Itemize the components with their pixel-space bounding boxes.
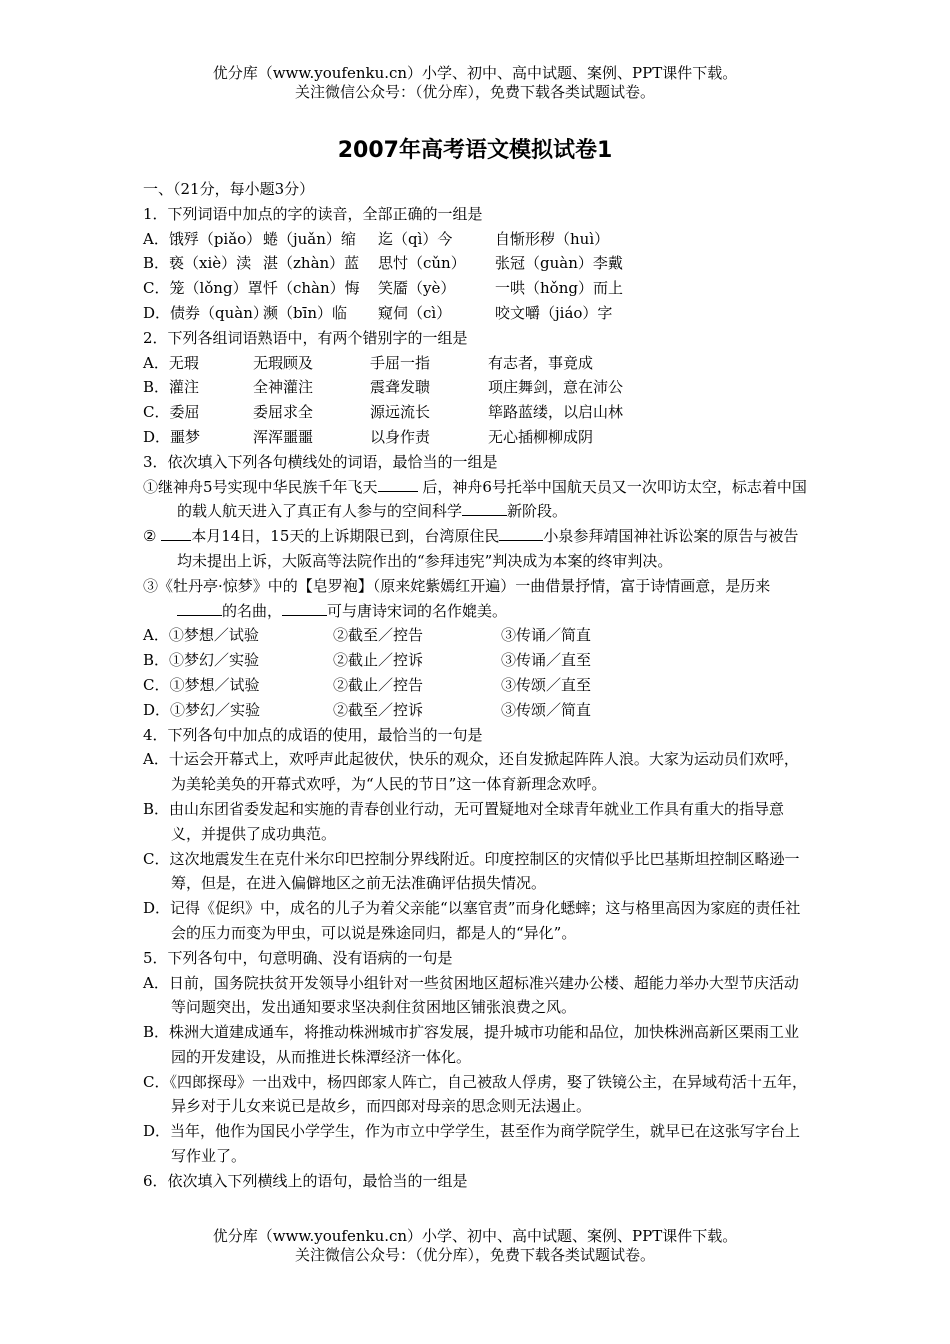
option-cell: 无心插柳柳成阴	[488, 427, 594, 446]
sentence-text: 后，神舟6号托举中国航天员又一次叩访太空，标志着中国的载人航天进入了真正有人参与的空间科学	[177, 477, 807, 521]
option-cell: 思忖（cǔn）	[378, 254, 466, 273]
blank-line	[161, 526, 191, 541]
option-cell: 浑浑噩噩	[253, 427, 314, 446]
sentence-text: ③《牡丹亭·惊梦》中的【皂罗袍】（原来姹紫嫣红开遍）一曲借景抒情，富于诗情画意，是历来	[143, 576, 771, 595]
option-cell: ②截至／控诉	[333, 700, 424, 719]
q3-sentence-1	[143, 475, 811, 525]
exam-body	[143, 177, 811, 1194]
blank-line	[282, 601, 327, 616]
option-cell: 湛（zhàn）蓝	[263, 254, 360, 273]
option-cell: A．无瑕	[143, 353, 199, 372]
option-cell: 无瑕顾及	[253, 353, 314, 372]
q3-option-c	[143, 673, 811, 698]
option-cell: ②截止／控诉	[333, 651, 424, 670]
q2-option-c	[143, 400, 811, 425]
q4-option-d: D．记得《促织》中，成名的儿子为着父亲能“以塞官责”而身化蟋蟀；这与格里高因为家庭的责任社会的压力而变为甲虫，可以说是殊途同归，都是人的“异化”。	[143, 899, 801, 942]
option-cell: 委屈求全	[253, 403, 314, 422]
option-cell: 项庄舞剑，意在沛公	[488, 378, 624, 397]
footer-line-1: 优分库（www.youfenku.cn）小学、初中、高中试题、案例、PPT课件下载。	[212, 1227, 738, 1245]
q5-option-a: A．日前，国务院扶贫开发领导小组针对一些贫困地区超标准兴建办公楼、超能力举办大型节庆活动等问题突出，发出通知要求坚决刹住贫困地区铺张浪费之风。	[143, 973, 799, 1017]
q2-option-b	[143, 375, 811, 400]
q1-option-a	[143, 227, 811, 252]
option-cell: 一哄（hǒng）而上	[495, 279, 623, 298]
option-cell: 震聋发聩	[370, 378, 431, 397]
option-cell: 自惭形秽（huì）	[495, 229, 610, 248]
q2-option-d	[143, 425, 811, 450]
option-cell: D．债券（quàn）	[143, 303, 268, 322]
q3-option-d	[143, 698, 811, 723]
option-cell: ③传颂／简直	[501, 700, 592, 719]
option-cell: 迄（qì）今	[378, 229, 453, 248]
option-cell: 筚路蓝缕，以启山林	[488, 403, 624, 422]
sentence-text: 本月14日，15天的上诉期限已到，台湾原住民	[191, 527, 500, 546]
blank-line	[177, 601, 222, 616]
option-cell: 有志者，事竟成	[488, 353, 594, 372]
q5-option-b: B．株洲大道建成通车，将推动株洲城市扩容发展，提升城市功能和品位，加快株洲高新区栗雨工业园的开发建设，从而推进长株潭经济一体化。	[143, 1023, 800, 1066]
sentence-text: 的名曲，	[222, 601, 283, 620]
option-cell: C．委屈	[143, 403, 200, 422]
option-cell: ②截至／控告	[333, 626, 424, 645]
option-cell: ③传诵／直至	[501, 651, 592, 670]
header-line-1: 优分库（www.youfenku.cn）小学、初中、高中试题、案例、PPT课件下载。	[212, 64, 738, 82]
option-cell: B．亵（xiè）渎	[143, 254, 252, 273]
question-5-stem: 5．下列各句中，句意明确、没有语病的一句是	[143, 948, 453, 967]
option-cell: ③传诵／简直	[501, 626, 592, 645]
q1-option-b	[143, 251, 811, 276]
header-line-2: 关注微信公众号：（优分库），免费下载各类试题试卷。	[294, 83, 655, 101]
option-cell: 濒（bīn）临	[263, 303, 348, 322]
option-cell: 笑靥（yè）	[378, 279, 456, 298]
q4-option-c: C．这次地震发生在克什米尔印巴控制分界线附近。印度控制区的灾情似乎比巴基斯坦控制区略逊一筹，但是，在进入偏僻地区之前无法准确评估损失情况。	[143, 849, 800, 893]
sentence-text: ①继神舟5号实现中华民族千年飞天	[143, 477, 378, 496]
option-cell: D．噩梦	[143, 427, 201, 446]
page-footer	[0, 1227, 950, 1265]
section-heading: 一、（21分，每小题3分）	[143, 180, 315, 198]
option-cell: 咬文嚼（jiáo）字	[495, 303, 613, 322]
option-cell: 源远流长	[370, 403, 431, 422]
blank-line	[378, 477, 418, 492]
sentence-text: 小泉参拜靖国神社诉讼案的原告与被告均未提出上诉，大阪高等法院作出的“参拜违宪”判决成为本案的终审判决。	[177, 527, 799, 570]
option-cell: A．饿殍（piǎo）	[143, 229, 262, 248]
q5-option-d: D．当年，他作为国民小学学生，作为市立中学学生，甚至作为商学院学生，就早已在这张写字台上写作业了。	[143, 1122, 801, 1166]
q3-option-b	[143, 648, 811, 673]
option-cell: C．笼（lǒng）罩	[143, 279, 263, 298]
q5-option-c: C．《四郎探母》一出戏中，杨四郎家人阵亡，自己被敌人俘虏，娶了铁镜公主，在异域苟活十五年，异乡对于儿女来说已是故乡，而四郎对母亲的思念则无法遏止。	[143, 1072, 807, 1116]
page-title: 2007年高考语文模拟试卷1	[337, 138, 613, 163]
question-4-stem: 4．下列各句中加点的成语的使用，最恰当的一句是	[143, 725, 483, 744]
q3-sentence-3	[143, 574, 811, 624]
option-cell: 窥伺（cì）	[378, 303, 452, 322]
q2-option-a	[143, 351, 811, 376]
sentence-text: 新阶段。	[507, 502, 568, 521]
sentence-text: 可与唐诗宋词的名作媲美。	[327, 601, 508, 620]
q1-option-d	[143, 301, 811, 326]
option-cell: ③传颂／直至	[501, 675, 592, 694]
q1-option-c	[143, 276, 811, 301]
option-cell: C．①梦想／试验	[143, 675, 260, 694]
option-cell: 蜷（juǎn）缩	[263, 229, 356, 248]
option-cell: D．①梦幻／实验	[143, 700, 261, 719]
question-6-stem: 6．依次填入下列横线上的语句，最恰当的一组是	[143, 1171, 468, 1190]
blank-line	[462, 501, 507, 516]
question-3-stem: 3．依次填入下列各句横线处的词语，最恰当的一组是	[143, 452, 498, 471]
option-cell: 张冠（guàn）李戴	[495, 254, 623, 273]
option-cell: 忏（chàn）悔	[263, 279, 360, 298]
option-cell: A．①梦想／试验	[143, 626, 259, 645]
option-cell: 以身作责	[370, 427, 431, 446]
q4-option-b: B．由山东团省委发起和实施的青春创业行动，无可置疑地对全球青年就业工作具有重大的指导意义，并提供了成功典范。	[143, 799, 785, 843]
footer-line-2: 关注微信公众号：（优分库），免费下载各类试题试卷。	[294, 1246, 655, 1264]
option-cell: ②截止／控告	[333, 675, 424, 694]
option-cell: B．灌注	[143, 378, 200, 397]
q3-option-a	[143, 623, 811, 648]
option-cell: B．①梦幻／实验	[143, 651, 260, 670]
sentence-text: ②	[143, 527, 162, 546]
blank-line	[499, 526, 543, 541]
question-2-stem: 2．下列各组词语熟语中，有两个错别字的一组是	[143, 328, 468, 347]
option-cell: 手屈一指	[370, 353, 431, 372]
q4-option-a: A．十运会开幕式上，欢呼声此起彼伏，快乐的观众，还自发掀起阵阵人浪。大家为运动员们欢呼，为美轮美奂的开幕式欢呼，为“人民的节日”这一体育新理念欢呼。	[143, 750, 799, 794]
q3-sentence-2	[143, 524, 811, 574]
option-cell: 全神灌注	[253, 378, 314, 397]
page-header	[0, 64, 950, 102]
question-1-stem: 1．下列词语中加点的字的读音，全部正确的一组是	[143, 204, 483, 223]
